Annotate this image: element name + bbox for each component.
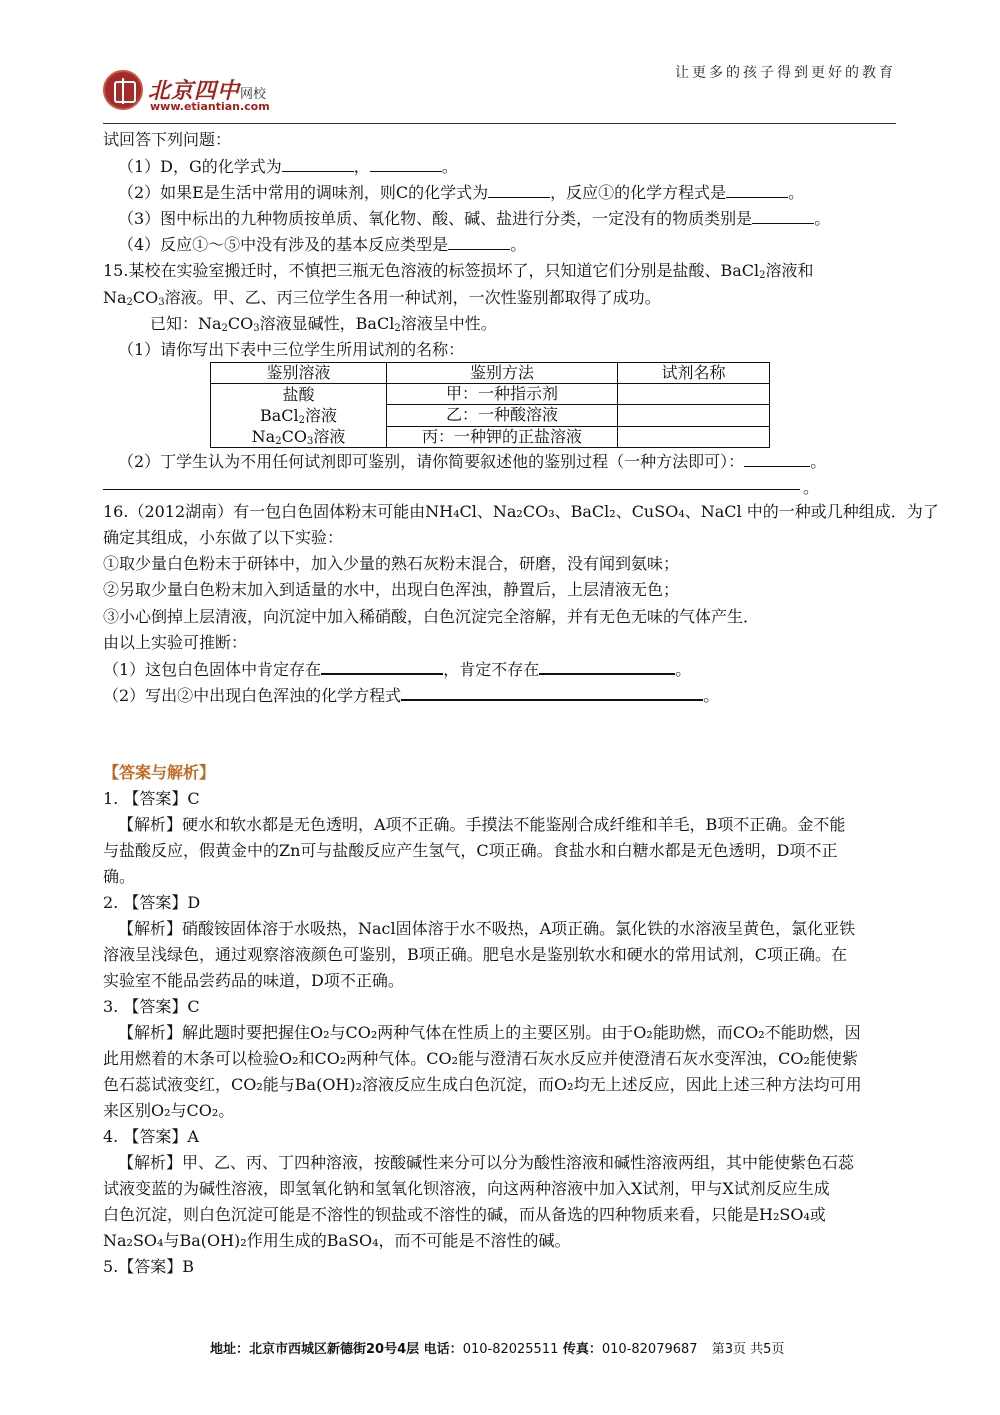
q16-a1-text: （1）这包白色固体中肯定存在 [103, 660, 322, 679]
footer-addr-label: 地址： [210, 1342, 250, 1357]
q15-text-a: 15.某校在实验室搬迁时，不慎把三瓶无色溶液的标签损坏了，只知道它们分别是盐酸、BaCl [103, 261, 760, 280]
answer-4: 4. 【答案】A [103, 1127, 199, 1146]
q16-step3: ③小心倒掉上层清液，向沉淀中加入稀硝酸，白色沉淀完全溶解，并有无色无味的气体产生． [103, 607, 760, 626]
q14-part3 [118, 209, 830, 229]
q16-step2: ②另取少量白色粉末加入到适量的水中，出现白色浑浊，静置后，上层清液无色； [103, 580, 680, 599]
answer-5: 5.【答案】B [103, 1257, 195, 1276]
q14-p2-text: （2）如果E是生活中常用的调味剂，则C的化学式为 [118, 183, 489, 202]
explain-1-line1: 【解析】硬水和软水都是无色透明，A项不正确。手摸法不能鉴剐合成纤维和羊毛，B项不正确。金不能 [118, 815, 846, 834]
q15-ask2-end: 。 [810, 452, 827, 471]
q15-sub: 2 [394, 323, 401, 334]
answer-blank[interactable] [321, 659, 443, 675]
explain-3-line4: 来区别O₂与CO₂。 [103, 1101, 235, 1120]
explain-2-line3: 实验室不能品尝药品的味道，D项不正确。 [103, 971, 404, 990]
footer-fax: 010-82079687 [601, 1342, 698, 1357]
header-slogan: 让更多的孩子得到更好的教育 [675, 65, 896, 81]
table-cell-method: 甲：一种指示剂 [387, 384, 618, 405]
school-logo-icon [103, 70, 143, 110]
q15-known-g: 溶液呈中性。 [400, 314, 497, 333]
co: CO [281, 427, 307, 446]
page-number: 第3页 共5页 [711, 1342, 785, 1357]
answer-blank[interactable] [726, 183, 788, 198]
q14-p2-end: 。 [788, 183, 805, 202]
footer-tel-label: 电话： [419, 1342, 463, 1357]
explain-3-line3: 色石蕊试液变红，CO₂能与Ba(OH)₂溶液反应生成白色沉淀，而O₂均无上述反应，因此上述三种方法均可用 [103, 1075, 862, 1094]
explain-3-line1: 【解析】解此题时要把握住O₂与CO₂两种气体在性质上的主要区别。由于O₂能助燃，而CO₂不能助燃，因 [118, 1023, 861, 1042]
q16-a2-text: （2）写出②中出现白色浑浊的化学方程式 [103, 686, 402, 705]
explain-4-line4: Na₂SO₄与Ba(OH)₂作用生成的BaSO₄，而不可能是不溶性的碱。 [103, 1231, 571, 1250]
q14-p3-text: （3）图中标出的九种物质按单质、氧化物、酸、碱、盐进行分类，一定没有的物质类别是 [118, 209, 753, 228]
q14-part1 [118, 157, 458, 177]
q15-ask2 [118, 452, 826, 472]
q16-step1: ①取少量白色粉末于研钵中，加入少量的熟石灰粉末混合，研磨，没有闻到氨味； [103, 554, 680, 573]
answer-blank[interactable] [752, 209, 814, 224]
q15-known-e: 溶液显碱性，BaCl [259, 314, 395, 333]
q15-line1 [103, 261, 814, 281]
table-header: 试剂名称 [618, 363, 770, 384]
explain-4-line2: 试液变蓝的为碱性溶液，即氢氧化钠和氢氧化钡溶液，向这两种溶液中加入X试剂，甲与X试剂反应生成 [103, 1179, 830, 1198]
reagent-table [210, 362, 770, 448]
answer-1: 1. 【答案】C [103, 789, 200, 808]
q15-known-c: CO [227, 314, 254, 333]
q15-line2 [103, 288, 661, 308]
answer-line[interactable] [103, 489, 800, 490]
explain-2-line1: 【解析】硝酸铵固体溶于水吸热，Nacl固体溶于水不吸热，A项正确。氯化铁的水溶液呈黄色，氯化亚铁 [118, 919, 856, 938]
footer-tel: 010-82025511 [462, 1342, 559, 1357]
q15-sub: 3 [253, 323, 260, 334]
q15-sub: 2 [759, 270, 766, 281]
table-cell-reagent[interactable] [618, 405, 770, 426]
header-divider [103, 123, 896, 124]
brand-title: 北京四中 [148, 79, 241, 104]
answer-blank[interactable] [744, 452, 810, 467]
q16-line1: 16.（2012湖南）有一包白色固体粉末可能由NH₄Cl、Na₂CO₃、BaCl₂、CuSO₄、NaCl 中的一种或几种组成．为了 [103, 502, 939, 521]
solution-hcl: 盐酸 [282, 385, 315, 404]
explain-3-line2: 此用燃着的木条可以检验O₂和CO₂两种气体。CO₂能与澄清石灰水反应并使澄清石灰水变浑浊，CO₂能使紫 [103, 1049, 858, 1068]
table-cell-method: 丙：一种钾的正盐溶液 [387, 426, 618, 447]
na: Na [251, 427, 276, 446]
q15-sub: 2 [126, 297, 133, 308]
answers-heading: 【答案与解析】 [103, 763, 216, 782]
q15-line-end: 。 [803, 478, 820, 497]
answer-blank[interactable] [539, 659, 675, 675]
q16-a2-end: 。 [703, 686, 720, 705]
solution-suffix: 溶液 [313, 427, 346, 446]
footer-fax-label: 传真： [558, 1342, 602, 1357]
solution-na2co3 [211, 426, 386, 447]
q15-text-e: 溶液。甲、乙、丙三位学生各用一种试剂，一次性鉴别都取得了成功。 [164, 288, 661, 307]
q15-na: Na [103, 288, 127, 307]
q16-a1-end: 。 [675, 660, 692, 679]
solution-bacl2 [211, 405, 386, 426]
q14-p4-end: 。 [510, 235, 527, 254]
q14-part2 [118, 183, 804, 203]
q14-p3-end: 。 [814, 209, 831, 228]
table-cell-method: 乙：一种酸溶液 [387, 405, 618, 426]
answer-2: 2. 【答案】D [103, 893, 201, 912]
answer-3: 3. 【答案】C [103, 997, 200, 1016]
bacl: BaCl [259, 406, 299, 425]
table-cell-solutions [211, 384, 387, 448]
q15-sub: 3 [158, 297, 165, 308]
q14-p1-end: 。 [441, 157, 458, 176]
answer-blank[interactable] [282, 157, 354, 172]
q14-intro: 试回答下列问题： [103, 130, 232, 149]
q15-known-a: 已知：Na [150, 314, 222, 333]
table-header: 鉴别溶液 [211, 363, 387, 384]
sub: 2 [275, 436, 282, 447]
sub: 2 [298, 415, 305, 426]
explain-2-line2: 溶液呈浅绿色，通过观察溶液颜色可鉴别，B项正确。肥皂水是鉴别软水和硬水的常用试剂，C项正确。在 [103, 945, 848, 964]
sub: 3 [306, 436, 314, 447]
q14-part4 [118, 235, 526, 255]
q16-infer: 由以上实验可推断： [103, 633, 248, 652]
explain-1-line2: 与盐酸反应，假黄金中的Zn可与盐酸反应产生氢气，C项正确。食盐水和白糖水都是无色透明，D项不正 [103, 841, 838, 860]
q15-co: CO [132, 288, 159, 307]
table-header: 鉴别方法 [387, 363, 618, 384]
explain-4-line3: 白色沉淀，则白色沉淀可能是不溶性的钡盐或不溶性的碱，而从备选的四种物质来看，只能是H₂SO₄或 [103, 1205, 826, 1224]
q15-ask1: （1）请你写出下表中三位学生所用试剂的名称： [118, 340, 465, 359]
brand-url: www.etiantian.com [150, 100, 270, 113]
answer-blank[interactable] [401, 685, 703, 701]
footer-address: 北京市西城区新德街20号4层 [249, 1342, 420, 1357]
answer-blank[interactable] [488, 183, 550, 198]
q16-a1-mid: ，肯定不存在 [443, 660, 540, 679]
brand-subtitle: 网校 [240, 87, 267, 102]
table-row [211, 384, 770, 405]
table-cell-reagent[interactable] [618, 384, 770, 405]
table-cell-reagent[interactable] [618, 426, 770, 447]
q14-p1-text: （1）D，G的化学式为 [118, 157, 282, 176]
explain-1-line3: 确。 [103, 867, 136, 886]
q16-answer1 [103, 659, 691, 680]
q15-known [150, 314, 497, 334]
q14-p4-text: （4）反应①～⑤中没有涉及的基本反应类型是 [118, 235, 449, 254]
answer-blank[interactable] [448, 235, 510, 250]
explain-4-line1: 【解析】甲、乙、丙、丁四种溶液，按酸碱性来分可以分为酸性溶液和碱性溶液两组，其中能使紫色石蕊 [118, 1153, 855, 1172]
answer-blank[interactable] [370, 157, 442, 172]
q16-line2: 确定其组成，小东做了以下实验： [103, 528, 344, 547]
solution-suffix: 溶液 [305, 406, 338, 425]
page-footer [210, 1338, 784, 1357]
q15-sub: 2 [221, 323, 228, 334]
q15-text-c: 溶液和 [765, 261, 814, 280]
q15-ask2-text: （2）丁学生认为不用任何试剂即可鉴别，请你简要叙述他的鉴别过程（一种方法即可）： [118, 452, 745, 471]
q14-p1-sep: ， [353, 157, 370, 176]
table-header-row [211, 363, 770, 384]
q16-answer2 [103, 685, 719, 706]
q14-p2-mid: ，反应①的化学方程式是 [550, 183, 727, 202]
